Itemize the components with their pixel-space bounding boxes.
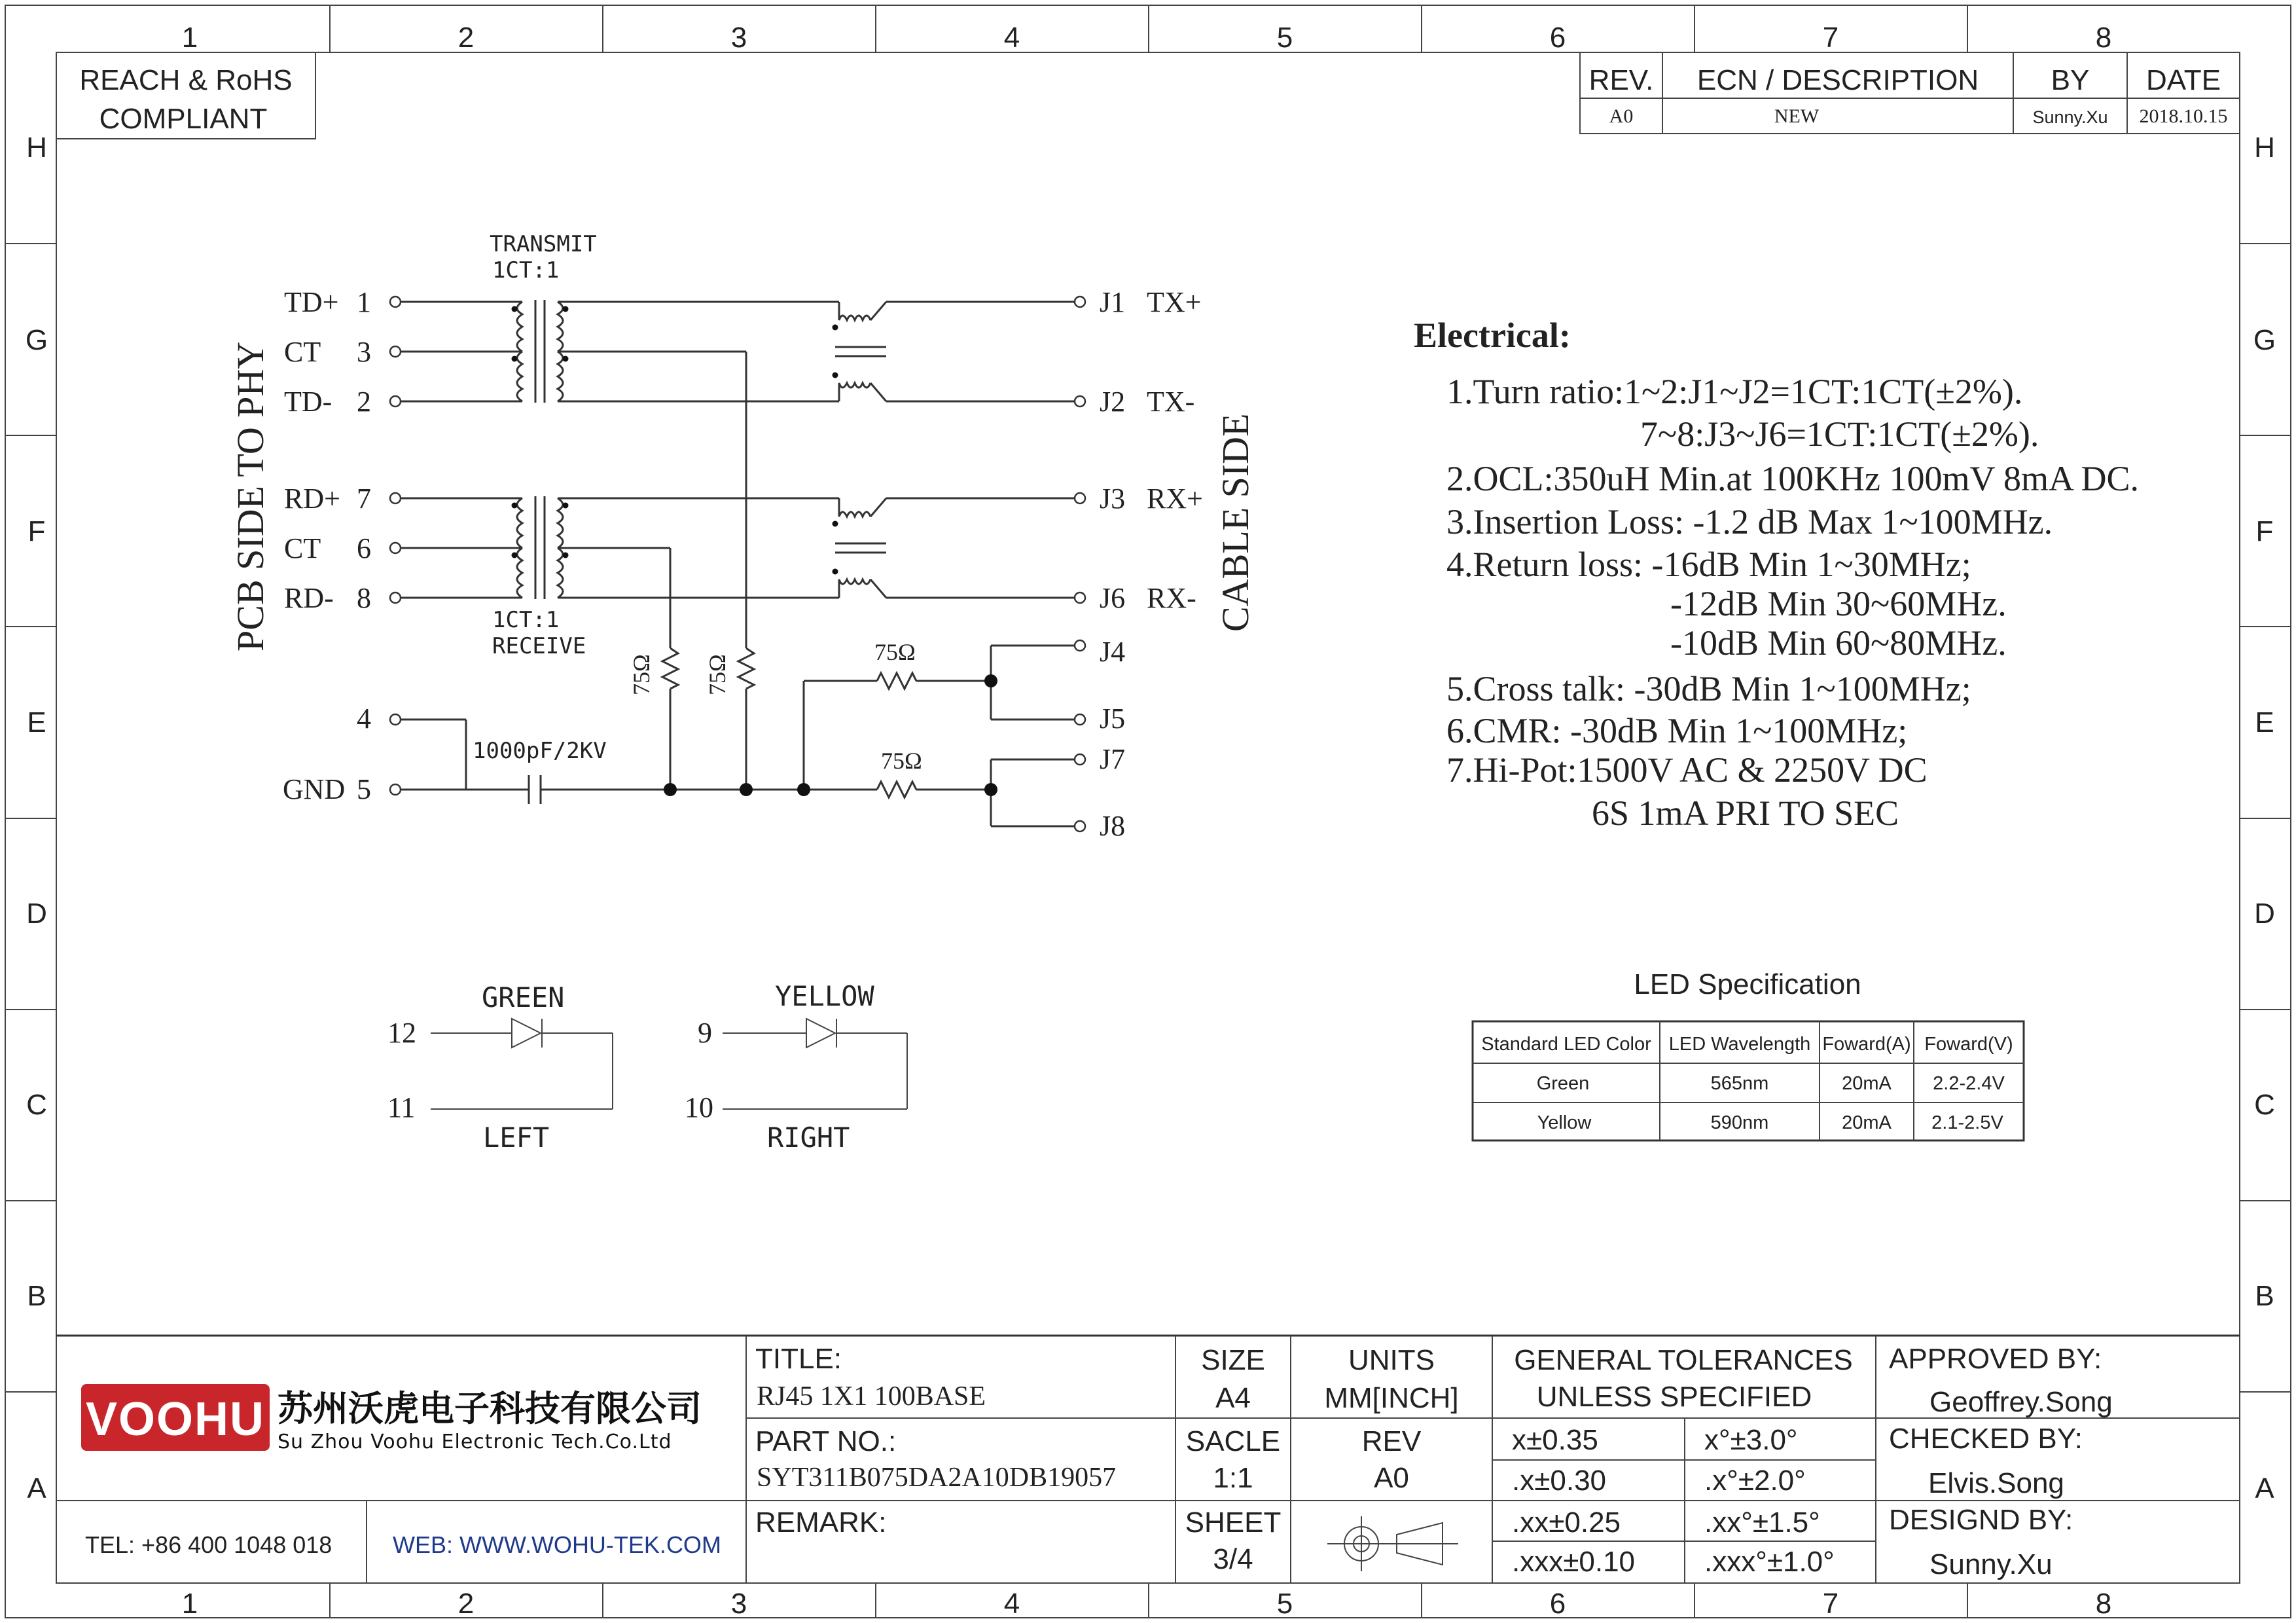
pin-name: TX+ xyxy=(1147,286,1202,318)
spec-line: 2.OCL:350uH Min.at 100KHz 100mV 8mA DC. xyxy=(1446,459,2140,498)
tolerance-title1: GENERAL TOLERANCES xyxy=(1514,1344,1853,1376)
led-cell: Yellow xyxy=(1537,1112,1592,1133)
col-label: 2 xyxy=(457,1588,475,1620)
pin-name: TD+ xyxy=(284,286,339,318)
units-label: UNITS xyxy=(1348,1344,1435,1376)
row-label: H xyxy=(26,132,47,164)
compliance-line1: REACH & RoHS xyxy=(79,64,293,96)
checked-value: Elvis.Song xyxy=(1928,1467,2064,1499)
pin-number: J7 xyxy=(1100,743,1126,775)
resistor-label: 75Ω xyxy=(704,654,730,695)
sheet-value: 3/4 xyxy=(1213,1543,1253,1575)
rev-header: REV. xyxy=(1588,64,1654,96)
resistor-label: 75Ω xyxy=(881,748,922,774)
revision-block xyxy=(1580,52,2240,134)
tolerance-cell: x±0.35 xyxy=(1512,1424,1598,1456)
green-led-label: GREEN xyxy=(482,981,565,1013)
yellow-led-pin-a: 9 xyxy=(698,1017,712,1049)
col-label: 1 xyxy=(181,1588,198,1620)
right-pin-labels xyxy=(1100,286,1203,842)
pcb-side-label: PCB SIDE TO PHY xyxy=(229,341,272,651)
tolerance-cell: x°±3.0° xyxy=(1704,1424,1798,1456)
title-value: RJ45 1X1 100BASE xyxy=(757,1381,986,1412)
yellow-led-pin-b: 10 xyxy=(685,1091,713,1123)
web: WEB: WWW.WOHU-TEK.COM xyxy=(393,1531,721,1558)
col-label: 3 xyxy=(730,1588,747,1620)
pin-name: RX- xyxy=(1147,582,1196,614)
size-value: A4 xyxy=(1215,1382,1251,1414)
receive-transformer xyxy=(401,496,839,599)
spec-line: 7.Hi-Pot:1500V AC & 2250V DC xyxy=(1446,750,1928,790)
row-label: G xyxy=(2253,324,2276,356)
tolerance-cell: .xx±0.25 xyxy=(1512,1506,1621,1539)
resistor-label: 75Ω xyxy=(628,654,655,695)
row-label: A xyxy=(2255,1472,2274,1504)
row-label: H xyxy=(2254,132,2275,164)
pin-number: 7 xyxy=(357,483,371,515)
date-value: 2018.10.15 xyxy=(2139,105,2228,127)
spec-line: 4.Return loss: -16dB Min 1~30MHz; xyxy=(1446,545,1971,584)
pin-number: J2 xyxy=(1100,386,1126,418)
col-label: 1 xyxy=(181,22,198,54)
checked-label: CHECKED BY: xyxy=(1889,1423,2083,1455)
electrical-title: Electrical: xyxy=(1414,316,1571,355)
row-label: A xyxy=(27,1472,46,1504)
title-block xyxy=(56,1336,2240,1583)
pin-number: 2 xyxy=(357,386,371,418)
tolerance-cell: .xx°±1.5° xyxy=(1704,1506,1820,1539)
col-label: 7 xyxy=(1822,22,1839,54)
outer-border xyxy=(5,5,2291,1618)
company-name-en: Su Zhou Voohu Electronic Tech.Co.Ltd xyxy=(278,1431,672,1453)
cable-side-label: CABLE SIDE xyxy=(1214,413,1257,632)
green-led-pin-b: 11 xyxy=(387,1091,416,1123)
row-label: C xyxy=(26,1089,47,1121)
schematic xyxy=(229,231,1257,1154)
col-label: 7 xyxy=(1822,1588,1839,1620)
rev-value: A0 xyxy=(1609,105,1634,127)
spec-line: 5.Cross talk: -30dB Min 1~100MHz; xyxy=(1446,669,1971,708)
by-header: BY xyxy=(2051,64,2090,96)
led-header: Foward(A) xyxy=(1822,1034,1911,1055)
pin-name: CT xyxy=(284,532,321,564)
rx-common-mode-choke xyxy=(833,498,1075,598)
spec-line: 1.Turn ratio:1~2:J1~J2=1CT:1CT(±2%). xyxy=(1446,372,2023,411)
led-cell: 2.2-2.4V xyxy=(1933,1073,2005,1094)
by-value: Sunny.Xu xyxy=(2032,107,2108,127)
pin-name: CT xyxy=(284,336,321,368)
col-label: 4 xyxy=(1003,1588,1020,1620)
pin-number: J1 xyxy=(1100,286,1126,318)
pin-name: RX+ xyxy=(1147,483,1203,515)
row-label: D xyxy=(2254,898,2275,930)
led-cell: 20mA xyxy=(1842,1112,1892,1133)
designed-label: DESIGND BY: xyxy=(1889,1504,2073,1536)
compliance-box xyxy=(56,52,315,139)
receive-ratio: 1CT:1 xyxy=(492,607,560,633)
column-labels-bottom xyxy=(182,1588,2111,1620)
compliance-line2: COMPLIANT xyxy=(99,103,268,135)
date-header: DATE xyxy=(2145,64,2221,96)
pin-name: TX- xyxy=(1147,386,1195,418)
row-label: F xyxy=(2255,515,2274,547)
left-pin-labels xyxy=(283,286,371,805)
green-led xyxy=(387,981,613,1154)
yellow-led xyxy=(685,980,907,1154)
designed-value: Sunny.Xu xyxy=(1929,1548,2053,1580)
remark-label: REMARK: xyxy=(755,1506,887,1539)
pin-number: J4 xyxy=(1100,636,1126,668)
units-value: MM[INCH] xyxy=(1324,1382,1459,1414)
led-cell: 565nm xyxy=(1710,1073,1769,1094)
col-label: 6 xyxy=(1549,22,1566,54)
green-led-pin-a: 12 xyxy=(387,1017,416,1049)
approved-value: Geoffrey.Song xyxy=(1929,1386,2113,1418)
tolerance-title2: UNLESS SPECIFIED xyxy=(1536,1381,1812,1413)
tel: TEL: +86 400 1048 018 xyxy=(85,1531,332,1558)
led-cell: Green xyxy=(1536,1073,1590,1094)
column-labels-top xyxy=(182,22,2111,54)
scale-value: 1:1 xyxy=(1213,1462,1253,1494)
row-label: E xyxy=(2255,706,2274,739)
pin-number: 3 xyxy=(357,336,371,368)
tolerance-cell: .xxx±0.10 xyxy=(1512,1546,1636,1578)
row-label: G xyxy=(25,324,48,356)
logo-text: VOOHU xyxy=(85,1393,266,1446)
row-label: C xyxy=(2254,1089,2275,1121)
size-label: SIZE xyxy=(1201,1344,1265,1376)
pin-number: 1 xyxy=(357,286,371,318)
led-cell: 590nm xyxy=(1710,1112,1769,1133)
spec-line: 6S 1mA PRI TO SEC xyxy=(1592,793,1899,833)
led-spec-title: LED Specification xyxy=(1634,968,1861,1000)
row-label: F xyxy=(27,515,46,547)
spec-line: 7~8:J3~J6=1CT:1CT(±2%). xyxy=(1640,414,2039,454)
pin-name: TD- xyxy=(284,386,332,418)
scale-label: SACLE xyxy=(1185,1425,1281,1457)
termination-network xyxy=(401,352,1075,826)
col-label: 3 xyxy=(730,22,747,54)
left-pin-terminals xyxy=(390,297,401,795)
approved-label: APPROVED BY: xyxy=(1889,1343,2102,1375)
row-label: B xyxy=(27,1280,46,1312)
col-label: 2 xyxy=(457,22,475,54)
projection-symbol-icon xyxy=(1327,1516,1458,1571)
ecn-value: NEW xyxy=(1774,105,1820,127)
company-name-cn: 苏州沃虎电子科技有限公司 xyxy=(278,1388,702,1429)
led-cell: 2.1-2.5V xyxy=(1931,1112,2003,1133)
part-label: PART NO.: xyxy=(755,1425,897,1457)
yellow-led-label: YELLOW xyxy=(775,980,874,1012)
sheet-label: SHEET xyxy=(1185,1506,1282,1539)
spec-line: -10dB Min 60~80MHz. xyxy=(1670,623,2007,663)
led-header: Standard LED Color xyxy=(1481,1034,1651,1055)
right-pin-terminals xyxy=(1075,297,1085,831)
row-label: D xyxy=(26,898,47,930)
tx-common-mode-choke xyxy=(833,302,1075,401)
transmit-label: TRANSMIT xyxy=(490,231,597,257)
yellow-led-position: RIGHT xyxy=(767,1122,850,1154)
col-label: 8 xyxy=(2095,22,2112,54)
pin-number: 5 xyxy=(357,773,371,805)
led-spec-table xyxy=(1473,968,2024,1140)
pin-number: J5 xyxy=(1100,702,1126,735)
tolerance-cell: .x±0.30 xyxy=(1512,1465,1607,1497)
tolerance-cell: .xxx°±1.0° xyxy=(1704,1546,1835,1578)
col-label: 5 xyxy=(1276,22,1293,54)
green-led-position: LEFT xyxy=(483,1122,550,1154)
title-label: TITLE: xyxy=(755,1343,842,1375)
resistor-label: 75Ω xyxy=(874,639,916,665)
pin-name: GND xyxy=(283,773,346,805)
led-header: LED Wavelength xyxy=(1668,1034,1811,1055)
pin-name: RD- xyxy=(284,582,334,614)
col-label: 5 xyxy=(1276,1588,1293,1620)
pin-number: 6 xyxy=(357,532,371,564)
capacitor-label: 1000pF/2KV xyxy=(473,738,607,764)
col-label: 8 xyxy=(2095,1588,2112,1620)
row-label: E xyxy=(27,706,46,739)
electrical-spec xyxy=(1414,316,2139,833)
rev-value: A0 xyxy=(1374,1462,1409,1494)
row-label: B xyxy=(2255,1280,2274,1312)
part-value: SYT311B075DA2A10DB19057 xyxy=(757,1463,1117,1493)
led-cell: 20mA xyxy=(1842,1073,1892,1094)
pin-number: J3 xyxy=(1100,483,1126,515)
pin-number: 8 xyxy=(357,582,371,614)
pin-number: J6 xyxy=(1100,582,1126,614)
pin-number: J8 xyxy=(1100,810,1126,842)
col-label: 4 xyxy=(1003,22,1020,54)
receive-label: RECEIVE xyxy=(492,633,586,659)
transmit-ratio: 1CT:1 xyxy=(492,257,560,283)
ecn-header: ECN / DESCRIPTION xyxy=(1696,64,1979,96)
col-label: 6 xyxy=(1549,1588,1566,1620)
pin-number: 4 xyxy=(357,702,371,735)
tolerance-cell: .x°±2.0° xyxy=(1704,1465,1806,1497)
led-header: Foward(V) xyxy=(1924,1034,2013,1055)
spec-line: 3.Insertion Loss: -1.2 dB Max 1~100MHz. xyxy=(1446,502,2053,541)
spec-line: -12dB Min 30~60MHz. xyxy=(1670,584,2007,623)
transmit-transformer xyxy=(401,300,839,403)
rev-label: REV xyxy=(1361,1425,1422,1457)
pin-name: RD+ xyxy=(284,483,340,515)
spec-line: 6.CMR: -30dB Min 1~100MHz; xyxy=(1446,711,1908,750)
